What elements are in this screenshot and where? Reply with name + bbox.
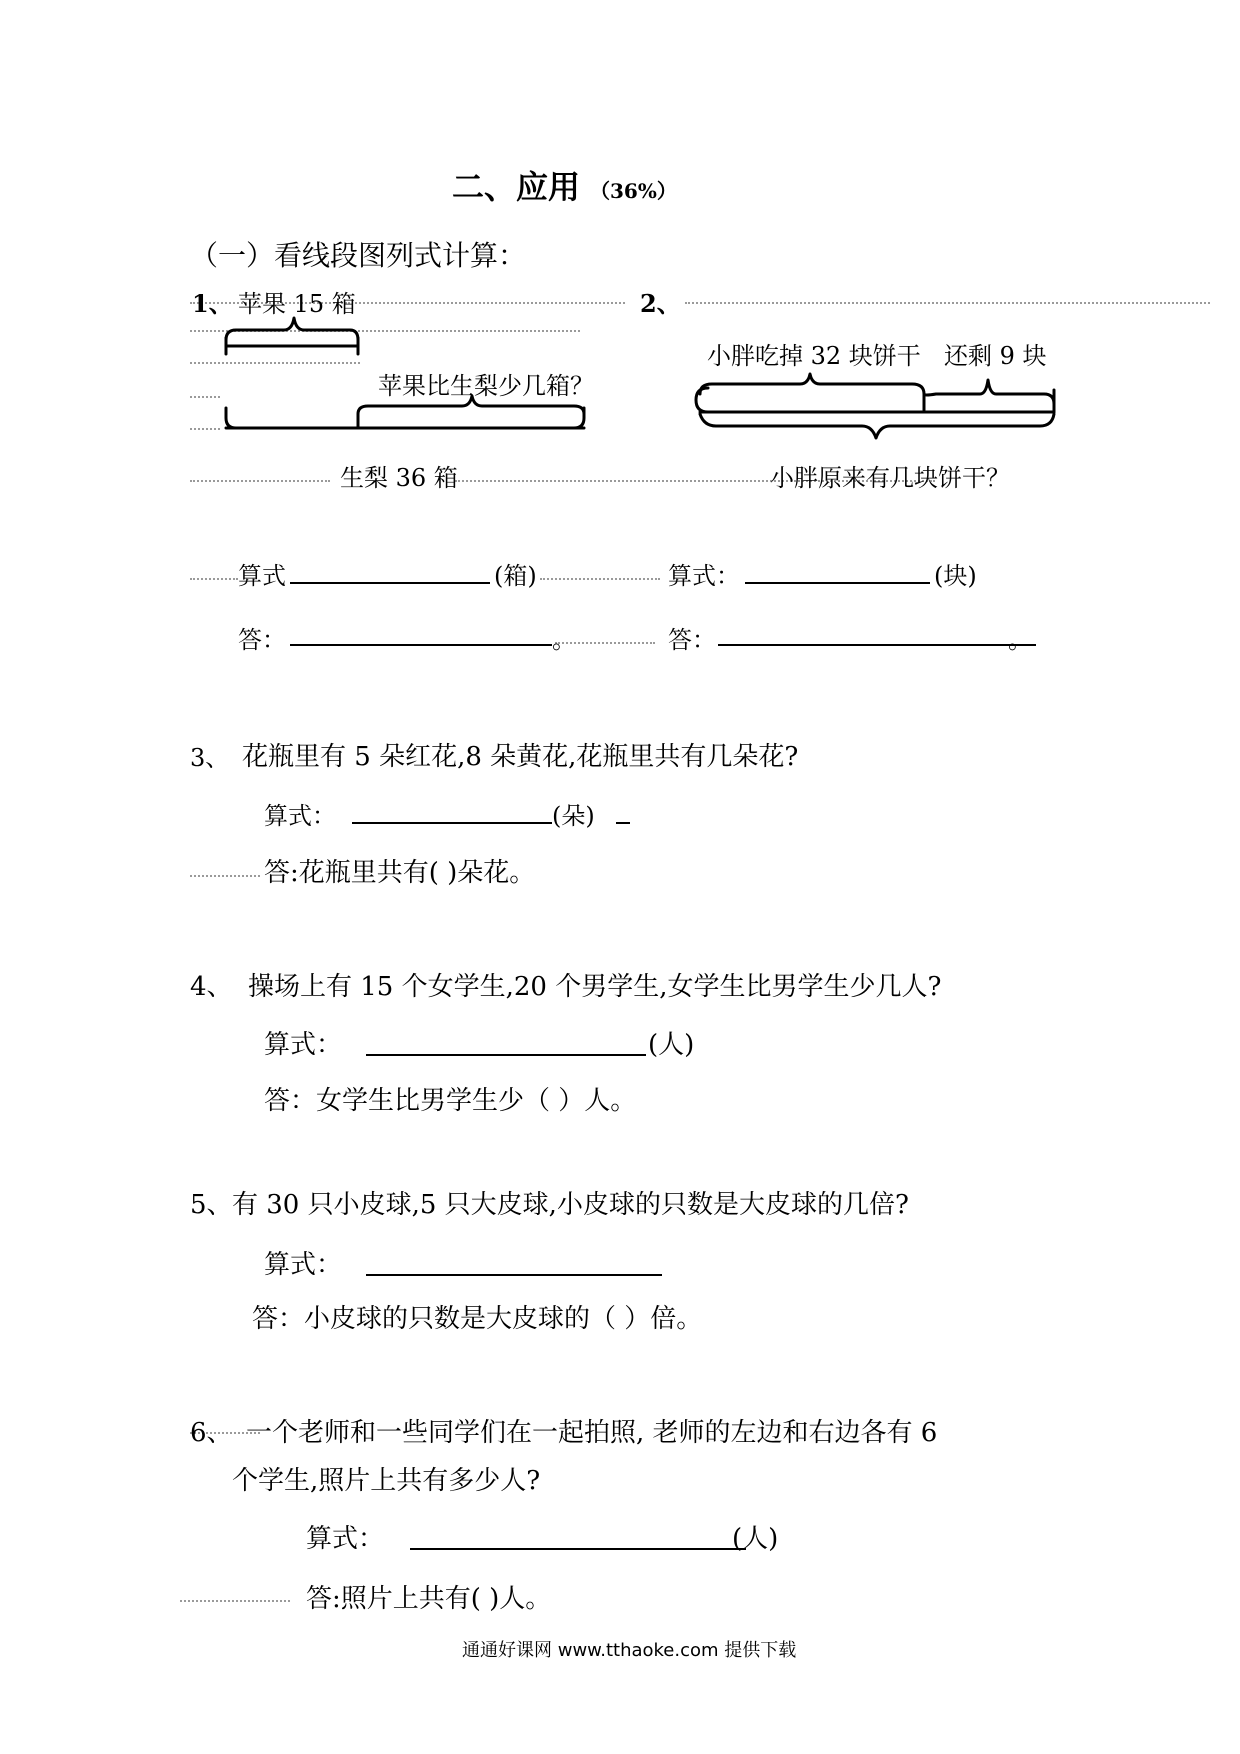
p1-answer-blank[interactable] xyxy=(290,644,552,646)
q5-number: 5、 xyxy=(190,1190,233,1220)
q6-formula-blank[interactable] xyxy=(410,1548,746,1550)
q5-formula-label: 算式： xyxy=(264,1250,343,1280)
p2-answer-end: 。 xyxy=(1008,626,1032,654)
q6-text-line2: 个学生,照片上共有多少人? xyxy=(232,1466,541,1496)
pear-label: 生梨 36 箱 xyxy=(340,464,458,492)
eaten-brace xyxy=(700,374,924,394)
q4-formula-unit: (人) xyxy=(648,1030,695,1060)
q4-text: 操场上有 15 个女学生,20 个男学生,女学生比男学生少几人? xyxy=(248,972,942,1002)
q6-text-line1: 一个老师和一些同学们在一起拍照, 老师的左边和右边各有 6 xyxy=(246,1418,938,1448)
problem-2-number: 2、 xyxy=(640,289,681,318)
q4-answer: 答：女学生比男学生少（ ）人。 xyxy=(264,1086,637,1116)
q3-trailing-mark xyxy=(616,822,630,824)
q3-answer: 答:花瓶里共有( )朵花。 xyxy=(264,858,536,888)
q6-formula-unit: (人) xyxy=(732,1524,779,1554)
p2-formula-label: 算式： xyxy=(668,562,740,590)
p2-answer-label: 答： xyxy=(668,626,716,654)
q5-text: 有 30 只小皮球,5 只大皮球,小皮球的只数是大皮球的几倍? xyxy=(232,1190,909,1220)
p2-formula-unit: (块) xyxy=(934,562,977,590)
total-brace xyxy=(700,414,1054,438)
q5-formula-blank[interactable] xyxy=(366,1274,662,1276)
section-title-text: 二、应用 xyxy=(452,168,581,206)
apple-label: 苹果 15 箱 xyxy=(238,290,356,318)
q3-formula-label: 算式： xyxy=(264,802,336,830)
apple-brace xyxy=(226,318,358,340)
p2-formula-blank[interactable] xyxy=(745,582,930,584)
p1-formula-blank[interactable] xyxy=(290,582,490,584)
p1-answer-label: 答： xyxy=(238,626,286,654)
q4-number: 4、 xyxy=(190,972,233,1002)
q3-formula-blank[interactable] xyxy=(352,822,552,824)
p1-formula-unit: (箱) xyxy=(494,562,537,590)
q4-formula-label: 算式： xyxy=(264,1030,343,1060)
p1-answer-end: 。 xyxy=(552,626,576,654)
q6-answer: 答:照片上共有( )人。 xyxy=(306,1584,552,1614)
q3-formula-unit: (朵) xyxy=(552,802,595,830)
q6-formula-label: 算式： xyxy=(306,1524,385,1554)
apple-pear-question: 苹果比生梨少几箱？ xyxy=(378,372,594,400)
q5-answer: 答：小皮球的只数是大皮球的（ ）倍。 xyxy=(252,1304,703,1334)
eaten-label: 小胖吃掉 32 块饼干 xyxy=(707,342,921,370)
p1-formula-label: 算式 xyxy=(238,562,286,590)
p2-answer-blank[interactable] xyxy=(718,644,1036,646)
left-label: 还剩 9 块 xyxy=(944,342,1047,370)
section-percent: （36%） xyxy=(590,179,677,203)
original-question: 小胖原来有几块饼干？ xyxy=(770,464,1010,492)
part-heading: （一）看线段图列式计算： xyxy=(190,239,527,272)
cookie-segment xyxy=(696,388,1054,412)
problem-1-number: 1、 xyxy=(192,289,233,318)
difference-brace xyxy=(358,396,584,428)
q3-text: 花瓶里有 5 朵红花,8 朵黄花,花瓶里共有几朵花? xyxy=(242,742,799,772)
q3-number: 3、 xyxy=(190,744,230,772)
q6-number: 6、 xyxy=(190,1418,233,1448)
q4-formula-blank[interactable] xyxy=(366,1054,646,1056)
left-brace xyxy=(924,380,1054,404)
footer-credit: 通通好课网 www.tthaoke.com 提供下载 xyxy=(462,1640,797,1661)
